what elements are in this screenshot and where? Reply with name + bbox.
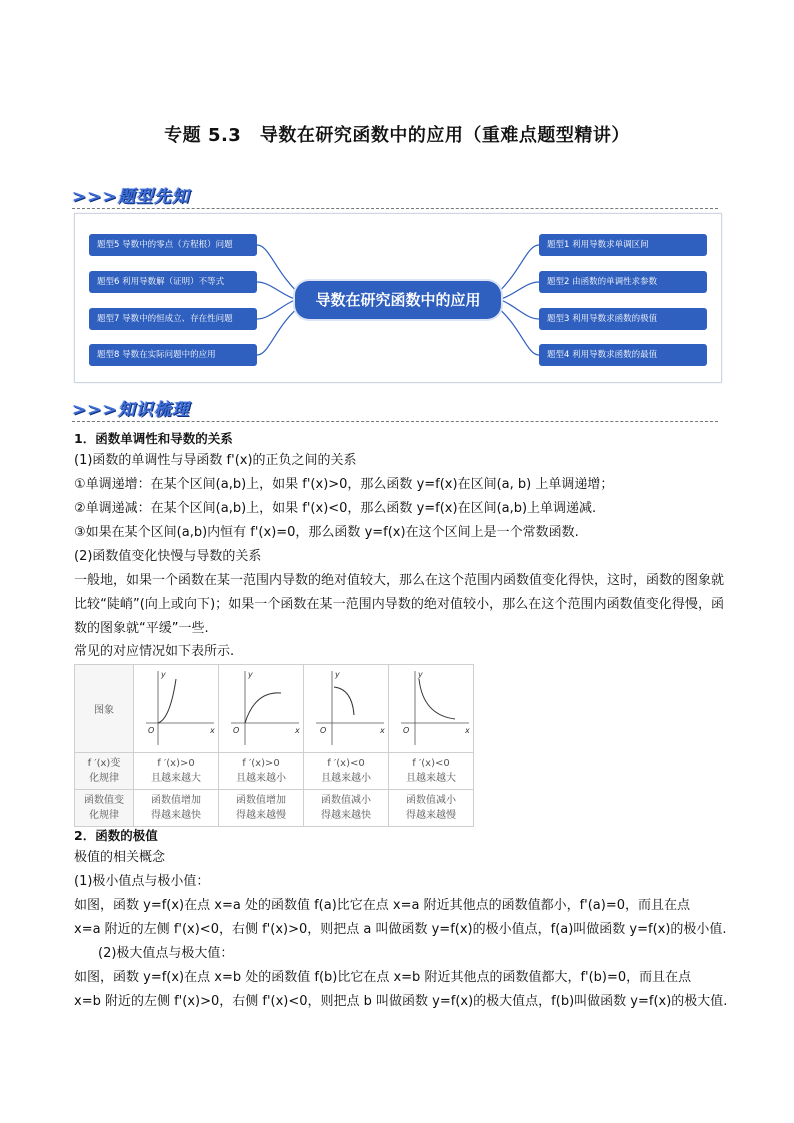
graph-increasing-faster — [134, 665, 218, 749]
text-line: x=b 附近的左侧 f'(x)>0，右侧 f'(x)<0，则把点 b 叫做函数 y=f(x)的极大值点，f(b)叫做函数 y=f(x)的极大值. — [74, 994, 728, 1009]
mindmap-item-type7: 题型7 导数中的恒成立、存在性问题 — [89, 308, 257, 330]
text-line: 如图，函数 y=f(x)在点 x=a 处的函数值 f(a)比它在点 x=a 附近其他点的函数值都小，f'(a)=0，而且在点 — [74, 898, 691, 913]
axis-y-label: y — [161, 670, 166, 679]
axis-y-label: y — [248, 670, 253, 679]
table-cell — [219, 753, 304, 790]
table-row-head — [75, 790, 134, 827]
cell-line: 得越来越快 — [151, 810, 201, 821]
mindmap-center-topic: 导数在研究函数中的应用 — [295, 281, 501, 319]
graph-cell — [134, 665, 219, 753]
axis-y-label: y — [335, 670, 340, 679]
section-banner-question-types: >>>题型先知 — [72, 187, 190, 207]
axis-x-label: x — [465, 726, 470, 735]
axis-origin-label: O — [320, 726, 327, 735]
cell-line: f ′(x)<0 — [412, 758, 450, 769]
axis-x-label: x — [295, 726, 300, 735]
table-cell — [134, 753, 219, 790]
text-line: (1)函数的单调性与导函数 f'(x)的正负之间的关系 — [74, 453, 357, 468]
text-line: 如图，函数 y=f(x)在点 x=b 处的函数值 f(b)比它在点 x=b 附近其他点的函数值都大，f'(b)=0，而且在点 — [74, 970, 692, 985]
cell-line: 且越来越小 — [321, 773, 371, 784]
row-head-line: 化规律 — [89, 810, 119, 821]
mindmap-item-type6: 题型6 利用导数解（证明）不等式 — [89, 271, 257, 293]
graph-cell — [304, 665, 389, 753]
row-head-line: 化规律 — [89, 773, 119, 784]
text-line: x=a 附近的左侧 f'(x)<0，右侧 f'(x)>0，则把点 a 叫做函数 y=f(x)的极小值点，f(a)叫做函数 y=f(x)的极小值. — [74, 922, 727, 937]
table-cell — [219, 790, 304, 827]
cell-line: 函数值减小 — [406, 795, 456, 806]
row-head-line: 函数值变 — [84, 795, 124, 806]
text-line: ③如果在某个区间(a,b)内恒有 f'(x)=0，那么函数 y=f(x)在这个区间上是一个常数函数. — [74, 525, 579, 540]
cell-line: 函数值增加 — [151, 795, 201, 806]
axis-origin-label: O — [403, 726, 410, 735]
table-row-head — [75, 753, 134, 790]
cell-line: 得越来越慢 — [236, 810, 286, 821]
mindmap-item-type4: 题型4 利用导数求函数的最值 — [539, 344, 707, 366]
derivative-comparison-table — [74, 664, 474, 827]
table-cell — [389, 753, 474, 790]
axis-x-label: x — [380, 726, 385, 735]
graph-cell — [219, 665, 304, 753]
cell-line: f ′(x)<0 — [327, 758, 365, 769]
cell-line: f ′(x)>0 — [157, 758, 195, 769]
text-line: 极值的相关概念 — [74, 850, 166, 865]
mindmap-item-type8: 题型8 导数在实际问题中的应用 — [89, 344, 257, 366]
axis-x-label: x — [210, 726, 215, 735]
text-line: (1)极小值点与极小值： — [74, 874, 210, 889]
paragraph-rate-of-change: 一般地，如果一个函数在某一范围内导数的绝对值较大，那么在这个范围内函数值变化得快，这时，函数的图象就比较“陡峭”(向上或向下)；如果一个函数在某一范围内导数的绝对值较小，那么在这个范围内函数值变化得慢，函数的图象就“平缓”一些. — [74, 573, 725, 636]
table-row-head: 图象 — [75, 665, 134, 753]
mindmap-item-type2: 题型2 由函数的单调性求参数 — [539, 271, 707, 293]
heading-monotonicity: 1．函数单调性和导数的关系 — [74, 431, 233, 446]
cell-line: 得越来越慢 — [406, 810, 456, 821]
cell-line: 得越来越快 — [321, 810, 371, 821]
text-line: ②单调递减：在某个区间(a,b)上，如果 f'(x)<0，那么函数 y=f(x)在区间(a,b)上单调递减. — [74, 501, 597, 516]
cell-line: f ′(x)>0 — [242, 758, 280, 769]
table-cell — [304, 790, 389, 827]
cell-line: 函数值减小 — [321, 795, 371, 806]
axis-y-label: y — [418, 670, 423, 679]
section-banner-knowledge: >>>知识梳理 — [72, 400, 190, 420]
axis-origin-label: O — [148, 726, 155, 735]
table-cell — [134, 790, 219, 827]
text-line: ①单调递增：在某个区间(a,b)上，如果 f'(x)>0，那么函数 y=f(x)在区间(a, b) 上单调递增； — [74, 477, 614, 492]
graph-decreasing-faster — [304, 665, 388, 749]
cell-line: 函数值增加 — [236, 795, 286, 806]
cell-line: 且越来越大 — [151, 773, 201, 784]
graph-increasing-slower — [219, 665, 303, 749]
axis-origin-label: O — [233, 726, 240, 735]
cell-line: 且越来越小 — [236, 773, 286, 784]
cell-line: 且越来越大 — [406, 773, 456, 784]
mind-map — [74, 213, 722, 383]
page-title: 专题 5.3 导数在研究函数中的应用（重难点题型精讲） — [164, 125, 630, 146]
text-line: (2)极大值点与极大值： — [98, 946, 234, 961]
table-cell — [389, 790, 474, 827]
table-cell — [304, 753, 389, 790]
divider — [72, 208, 718, 209]
text-line: 常见的对应情况如下表所示. — [74, 644, 235, 659]
text-line: (2)函数值变化快慢与导数的关系 — [74, 549, 262, 564]
graph-decreasing-slower — [389, 665, 473, 749]
mindmap-item-type5: 题型5 导数中的零点（方程根）问题 — [89, 234, 257, 256]
row-head-line: f ′(x)变 — [87, 758, 121, 769]
heading-extremum: 2．函数的极值 — [74, 828, 158, 843]
divider — [72, 421, 718, 422]
graph-cell — [389, 665, 474, 753]
mindmap-item-type3: 题型3 利用导数求函数的极值 — [539, 308, 707, 330]
mindmap-item-type1: 题型1 利用导数求单调区间 — [539, 234, 707, 256]
